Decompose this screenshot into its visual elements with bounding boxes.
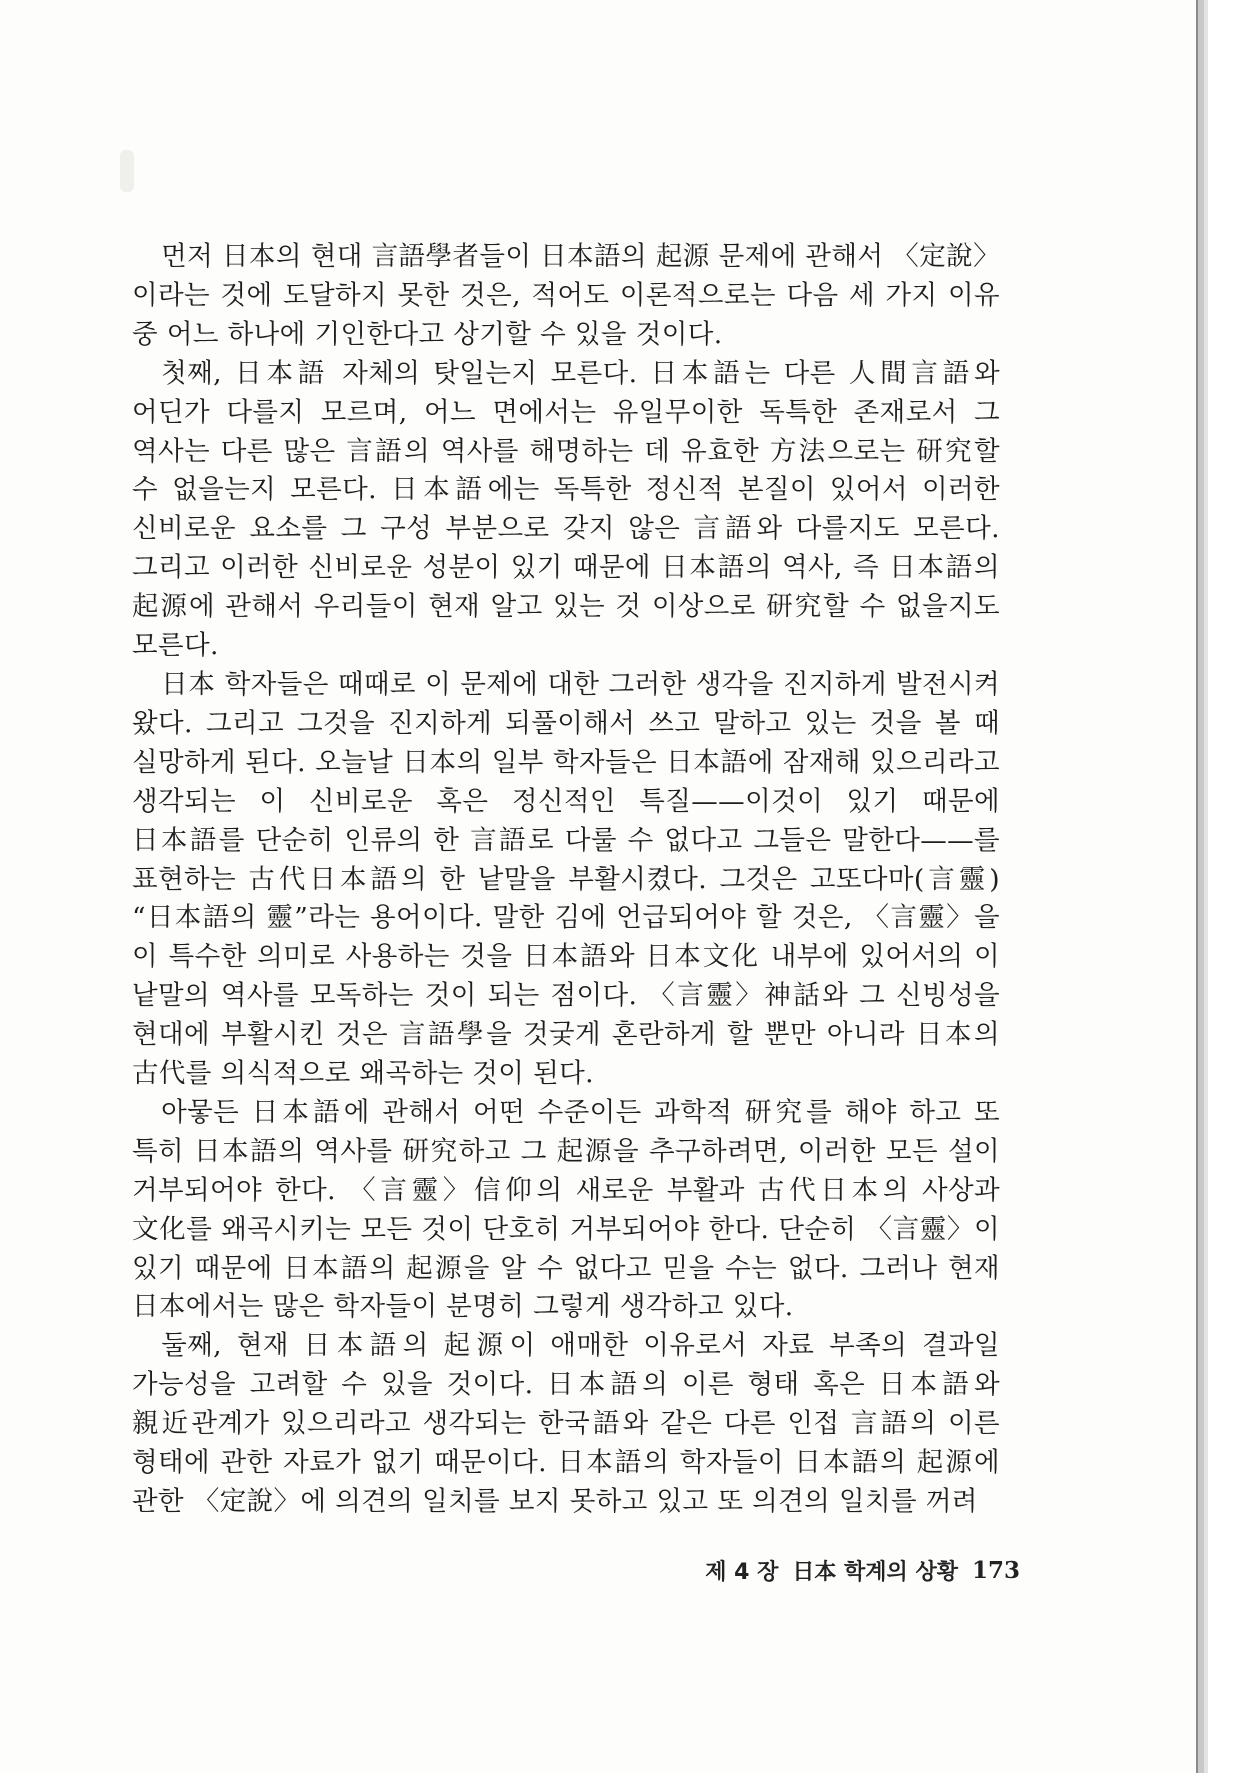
paragraph-5: 둘째, 현재 日本語의 起源이 애매한 이유로서 자료 부족의 결과일 가능성을 고려할 수 있을 것이다. 日本語의 이른 형태 혹은 日本語와 親近관계가 있으리라고 생각되는 한국語와 같은 다른 인접 言語의 이른 형태에 관한 자료가 없기 때문이다. 日本語의 학자들이 日本語의 起源에 관한 〈定說〉에 의견의 일치를 보지 못하고 있고 또 의견의 일치를 꺼려 [132,1330,1000,1517]
footer-title: 日本 학계의 상황 [792,1559,958,1585]
scan-smudge [120,150,134,192]
page-number: 173 [971,1556,1020,1584]
paragraph-2: 첫째, 日本語 자체의 탓일는지 모른다. 日本語는 다른 人間言語와 어딘가 다를지 모르며, 어느 면에서는 유일무이한 독특한 존재로서 그 역사는 다른 많은 言語의 역사를 해명하는 데 유효한 方法으로는 研究할 수 없을는지 모른다. 日本語에는 독특한 정신적 본질이 있어서 이러한 신비로운 요소를 그 구성 부분으로 갖지 않은 言語와 다를지도 모른다. 그리고 이러한 신비로운 성분이 있기 때문에 日本語의 역사, 즉 日本語의 起源에 관해서 우리들이 현재 알고 있는 것 이상으로 研究할 수 없을지도 모른다. [132,357,1000,662]
paragraph-1: 먼저 日本의 현대 言語學者들이 日本語의 起源 문제에 관해서 〈定說〉이라는 것에 도달하지 못한 것은, 적어도 이론적으로는 다음 세 가지 이유 중 어느 하나에 기인한다고 상기할 수 있을 것이다. [132,241,1000,350]
body-text [132,238,1000,1522]
running-footer [640,1550,1020,1590]
paragraph-3: 日本 학자들은 때때로 이 문제에 대한 그러한 생각을 진지하게 발전시켜 왔다. 그리고 그것을 진지하게 되풀이해서 쓰고 말하고 있는 것을 볼 때 실망하게 된다. 오늘날 日本의 일부 학자들은 日本語에 잠재해 있으리라고 생각되는 이 신비로운 혹은 정신적인 특질——이것이 있기 때문에 日本語를 단순히 인류의 한 言語로 다룰 수 없다고 그들은 말한다——를 표현하는 古代日本語의 한 낱말을 부활시켰다. 그것은 고또다마(言靈) “日本語의 靈”라는 용어이다. 말한 김에 언급되어야 할 것은, 〈言靈〉을 이 특수한 의미로 사용하는 것을 日本語와 日本文化 내부에 있어서의 이 낱말의 역사를 모독하는 것이 되는 점이다. 〈言靈〉神話와 그 신빙성을 현대에 부활시킨 것은 言語學을 것궂게 혼란하게 할 뿐만 아니라 日本의 古代를 의식적으로 왜곡하는 것이 된다. [132,668,1000,1090]
footer-chapter: 제 4 장 [705,1559,779,1585]
paragraph-4: 아뭏든 日本語에 관해서 어떤 수준이든 과학적 研究를 해야 하고 또 특히 日本語의 역사를 研究하고 그 起源을 추구하려면, 이러한 모든 설이 거부되어야 한다. 〈言靈〉信仰의 새로운 부활과 古代日本의 사상과 文化를 왜곡시키는 모든 것이 단호히 거부되어야 한다. 단순히 〈言靈〉이 있기 때문에 日本語의 起源을 알 수 없다고 믿을 수는 없다. 그러나 현재 日本에서는 많은 학자들이 분명히 그렇게 생각하고 있다. [132,1096,1000,1323]
